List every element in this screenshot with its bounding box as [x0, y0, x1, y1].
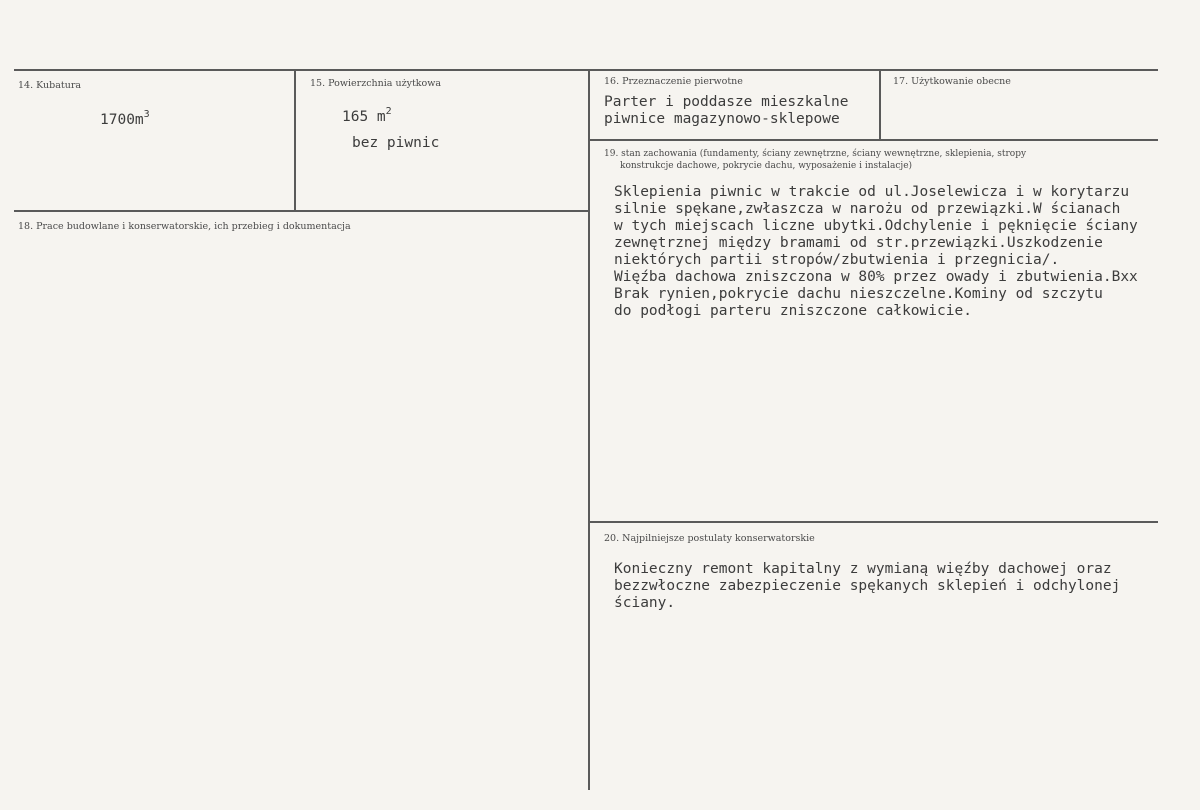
field-19-line: niektórych partii stropów/zbutwienia i przegnicia/. — [614, 252, 1060, 268]
field-20-label: 20. Najpilniejsze postulaty konserwatorskie — [604, 533, 815, 544]
field-14-value — [100, 109, 150, 129]
field-16-line-1: Parter i poddasze mieszkalne — [604, 94, 849, 110]
field-19-line: w tych miejscach liczne ubytki.Odchylenie i pęknięcie ściany — [614, 218, 1138, 234]
field-16-label: 16. Przeznaczenie pierwotne — [604, 76, 743, 87]
divider-16-17 — [879, 70, 881, 140]
field-20-line: bezzwłoczne zabezpieczenie spękanych sklepień i odchylonej — [614, 578, 1121, 594]
divider-14-15 — [294, 70, 296, 211]
field-19-line: Więźba dachowa zniszczona w 80% przez owady i zbutwienia.Bxx — [614, 269, 1138, 285]
field-18-label: 18. Prace budowlane i konserwatorskie, ich przebieg i dokumentacja — [18, 221, 351, 232]
rule-below-16-17 — [590, 139, 1158, 141]
field-14-label: 14. Kubatura — [18, 80, 82, 91]
area-unit-exponent: 2 — [385, 106, 392, 118]
field-20-line: Konieczny remont kapitalny z wymianą więźby dachowej oraz — [614, 561, 1112, 577]
top-rule — [14, 69, 1158, 71]
area-value: 165 m — [342, 109, 386, 125]
field-19-line: zewnętrznej między bramami od str.przewiązki.Uszkodzenie — [614, 235, 1103, 251]
field-20-line: ściany. — [614, 595, 676, 611]
kubatura-value: 1700m — [100, 112, 144, 128]
field-19-label-line-2: konstrukcje dachowe, pokrycie dachu, wyposażenie i instalacje) — [620, 161, 913, 171]
field-19-line: Sklepienia piwnic w trakcie od ul.Joselewicza i w korytarzu — [614, 184, 1130, 200]
field-19-line: Brak rynien,pokrycie dachu nieszczelne.Kominy od szczytu — [614, 286, 1103, 302]
field-16-line-2: piwnice magazynowo-sklepowe — [604, 111, 840, 127]
field-19-line: do podłogi parteru zniszczone całkowicie. — [614, 303, 972, 319]
kubatura-unit-exponent: 3 — [143, 109, 150, 121]
field-19-line: silnie spękane,zwłaszcza w narożu od przewiązki.W ścianach — [614, 201, 1121, 217]
field-15-note: bez piwnic — [352, 135, 440, 151]
field-15-value — [342, 106, 392, 126]
rule-above-20 — [590, 521, 1158, 523]
field-17-label: 17. Użytkowanie obecne — [893, 76, 1011, 87]
field-19-label-line-1: 19. stan zachowania (fundamenty, ściany zewnętrzne, ściany wewnętrzne, sklepienia, stropy — [604, 149, 1027, 159]
rule-below-14-15 — [14, 210, 588, 212]
field-15-label: 15. Powierzchnia użytkowa — [310, 78, 442, 89]
center-divider — [588, 70, 590, 790]
